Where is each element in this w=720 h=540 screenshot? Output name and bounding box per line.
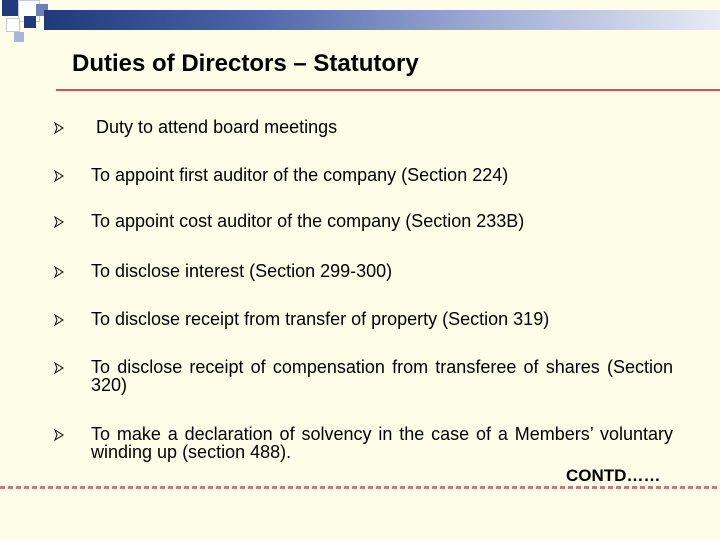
arrowhead-bullet-icon [54,170,64,182]
bullet-text: To appoint cost auditor of the company (Section 233B) [91,211,525,231]
decor-square [6,18,20,32]
arrowhead-bullet-icon [54,122,64,134]
arrowhead-bullet-icon [54,362,64,374]
decor-square [24,16,36,28]
title-underline [56,89,720,91]
continued-label: CONTD…… [566,466,661,485]
decor-square [2,0,18,16]
slide-title: Duties of Directors – Statutory [72,50,419,77]
bottom-dashed-rule [0,486,720,489]
bullet-text: To appoint first auditor of the company (Section 224) [91,165,509,185]
decor-square [14,32,24,42]
bullet-text: Duty to attend board meetings [96,117,338,137]
top-gradient-band [44,10,720,30]
arrowhead-bullet-icon [54,314,64,326]
bullet-text: To disclose receipt of compensation from transferee of shares (Section 320) [91,357,673,395]
bullet-text: To disclose interest (Section 299-300) [91,261,393,281]
bullet-text: To make a declaration of solvency in the case of a Members’ voluntary winding up (section 488). [91,424,673,462]
arrowhead-bullet-icon [54,216,64,228]
bullet-text: To disclose receipt from transfer of property (Section 319) [91,309,550,329]
arrowhead-bullet-icon [54,429,64,441]
arrowhead-bullet-icon [54,266,64,278]
